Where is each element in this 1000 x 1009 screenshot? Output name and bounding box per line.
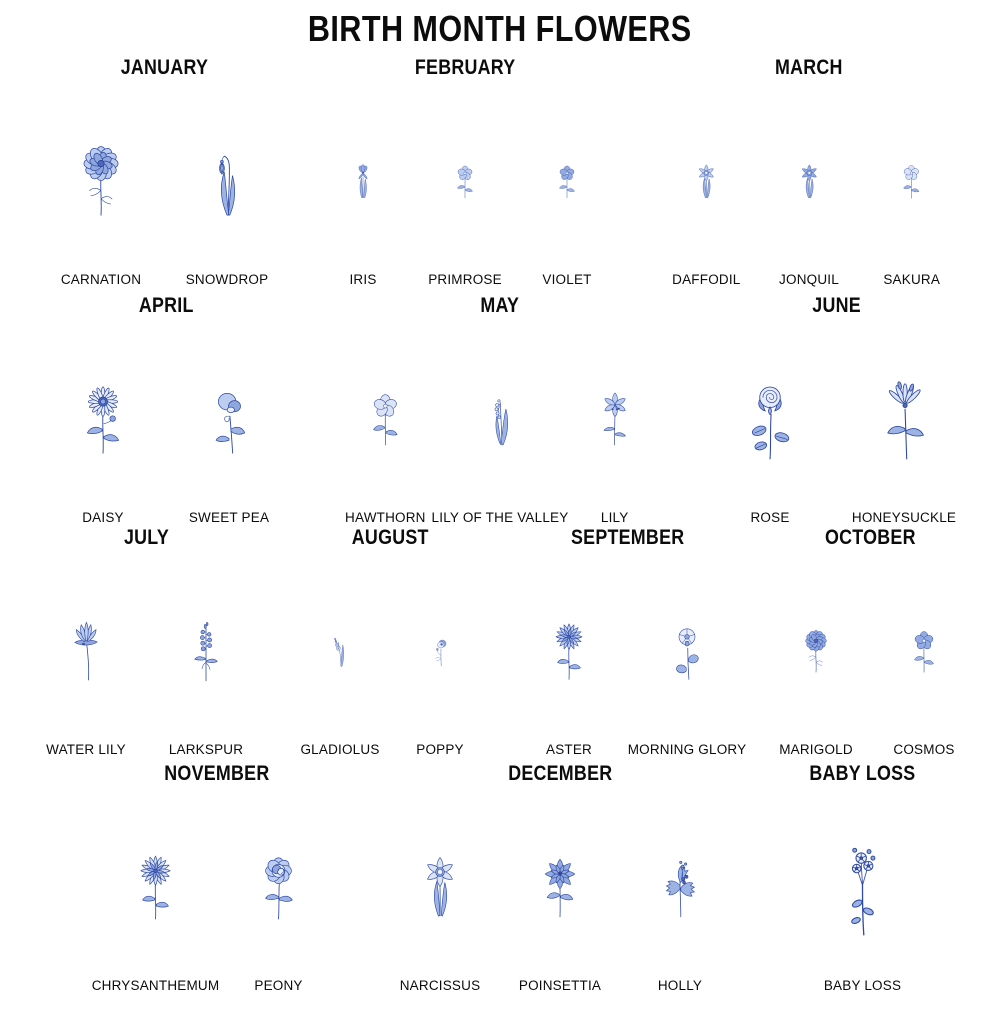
flower-label: WATER LILY [46,742,126,757]
flower-cell [416,570,464,757]
flower-cell [546,570,593,757]
aster-illustration [550,570,588,734]
jonquil-illustration [798,100,821,264]
snowdrop-illustration [204,100,250,264]
flower-label: MORNING GLORY [627,742,747,757]
sakura-illustration [900,100,923,264]
lily-illustration [597,338,632,502]
carnation-illustration [78,100,124,264]
month-group-september [510,526,746,773]
flower-cell [883,100,941,287]
honeysuckle-illustration [877,338,931,502]
flower-label: HAWTHORN [345,510,426,525]
flower-cell [188,338,270,525]
marigold-illustration [802,570,830,734]
flower-label: MARIGOLD [779,742,853,757]
month-title-may: MAY [480,294,520,317]
month-group-december [380,762,740,1009]
flower-cell [597,338,632,525]
flower-label: JONQUIL [779,272,839,287]
flower-label: PEONY [254,978,303,993]
flower-cell [349,100,377,287]
hawthorn-illustration [368,338,403,502]
daffodil-illustration [695,100,718,264]
flower-cell [254,806,303,993]
flower-cell [893,570,955,757]
flower-cell [91,806,220,993]
flower-label: CHRYSANTHEMUM [91,978,220,993]
flower-label: VIOLET [542,272,592,287]
sweet-pea-illustration [206,338,252,502]
month-group-january [38,56,290,303]
month-title-january: JANUARY [120,56,208,79]
gladiolus-illustration [330,570,350,734]
flower-label: DAFFODIL [672,272,741,287]
flower-label: ROSE [750,510,790,525]
flower-label: DAISY [82,510,124,525]
month-group-baby-loss [790,762,935,1009]
flower-cell [627,570,747,757]
flower-cell [80,338,126,525]
peony-illustration [257,806,300,970]
month-title-february: FEBRUARY [414,56,516,79]
flower-label: CARNATION [60,272,142,287]
violet-illustration [556,100,578,264]
page-title: BIRTH MONTH FLOWERS [308,8,692,49]
flower-cell [431,338,569,525]
month-title-june: JUNE [812,294,862,317]
flower-cell [168,570,244,757]
flower-cell [779,570,853,757]
poppy-illustration [430,570,450,734]
flower-label: SNOWDROP [185,272,269,287]
flower-label: ASTER [546,742,593,757]
flower-label: COSMOS [893,742,955,757]
month-group-may [328,294,672,541]
daisy-illustration [80,338,126,502]
flower-cell [779,100,839,287]
month-title-november: NOVEMBER [164,762,270,785]
flower-label: HOLLY [657,978,703,993]
cosmos-illustration [910,570,938,734]
lily-of-the-valley-illustration [483,338,518,502]
baby-loss-sprig-illustration [830,806,895,970]
month-group-november [91,762,340,1009]
month-group-october [762,526,978,773]
flower-label: SWEET PEA [188,510,270,525]
flower-cell [46,570,126,757]
flower-cell [345,338,426,525]
poinsettia-illustration [540,806,580,970]
month-title-december: DECEMBER [507,762,613,785]
flower-cell [300,570,380,757]
narcissus-illustration [420,806,460,970]
primrose-illustration [454,100,476,264]
flower-cell [672,100,741,287]
flower-cell [851,338,957,525]
flower-label: NARCISSUS [399,978,481,993]
month-group-july [26,526,266,773]
flower-label: BABY LOSS [823,978,902,993]
flower-cell [743,338,797,525]
flower-cell [542,100,592,287]
flower-cell [60,100,142,287]
month-group-june [703,294,971,541]
morning-glory-illustration [668,570,706,734]
flower-cell [518,806,602,993]
water-lily-illustration [66,570,106,734]
larkspur-illustration [186,570,226,734]
flower-cell [657,806,703,993]
month-title-july: JULY [123,526,169,549]
month-title-april: APRIL [138,294,194,317]
flower-cell [823,806,902,993]
chrysanthemum-illustration [134,806,177,970]
flower-label: LARKSPUR [168,742,244,757]
flower-label: POINSETTIA [518,978,602,993]
month-title-baby-loss: BABY LOSS [809,762,916,785]
month-group-august [290,526,490,773]
flower-cell [185,100,269,287]
flower-label: LILY OF THE VALLEY [431,510,569,525]
flower-label: SAKURA [883,272,941,287]
holly-illustration [660,806,700,970]
flower-label: IRIS [349,272,377,287]
month-group-february [312,56,618,303]
month-title-march: MARCH [775,56,843,79]
flower-label: POPPY [416,742,464,757]
month-group-march [655,56,963,303]
flower-label: HONEYSUCKLE [851,510,957,525]
month-title-september: SEPTEMBER [571,526,685,549]
flower-label: LILY [600,510,629,525]
month-title-october: OCTOBER [824,526,916,549]
iris-illustration [352,100,374,264]
rose-illustration [743,338,797,502]
flower-cell [399,806,481,993]
flower-label: PRIMROSE [428,272,502,287]
month-title-august: AUGUST [351,526,429,549]
flower-cell [428,100,502,287]
month-group-april [40,294,292,541]
flower-label: GLADIOLUS [300,742,380,757]
